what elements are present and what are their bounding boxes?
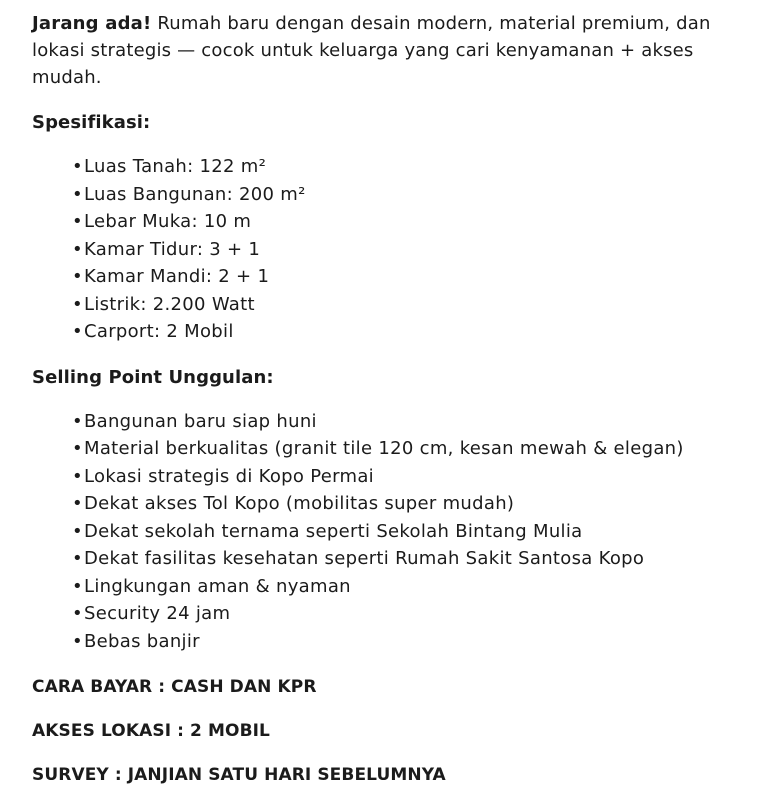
selling-point-list — [32, 408, 742, 656]
intro-text: Rumah baru dengan desain modern, material premium, dan lokasi strategis — cocok untuk keluarga yang cari kenyamanan + akses mudah. — [32, 13, 711, 88]
spec-item-carport: • Carport: 2 Mobil — [72, 318, 742, 346]
selling-point-heading: Selling Point Unggulan: — [32, 366, 274, 388]
selling-point-item: • Lingkungan aman & nyaman — [72, 573, 742, 601]
spesifikasi-heading: Spesifikasi: — [32, 112, 151, 133]
spec-item-kamar-tidur: • Kamar Tidur: 3 + 1 — [72, 236, 742, 264]
selling-point-item: • Lokasi strategis di Kopo Permai — [72, 463, 742, 491]
selling-point-item: • Dekat akses Tol Kopo (mobilitas super mudah) — [72, 490, 742, 518]
selling-point-item: • Dekat fasilitas kesehatan seperti Rumah Sakit Santosa Kopo — [72, 545, 742, 573]
selling-point-item: • Material berkualitas (granit tile 120 cm, kesan mewah & elegan) — [72, 435, 742, 463]
spec-item-luas-bangunan: • Luas Bangunan: 200 m² — [72, 181, 742, 209]
listing-description — [32, 10, 742, 787]
spec-item-luas-tanah: • Luas Tanah: 122 m² — [72, 153, 742, 181]
intro-paragraph — [32, 10, 742, 91]
spesifikasi-list — [32, 153, 742, 346]
selling-point-item: • Bebas banjir — [72, 628, 742, 656]
akses-lokasi-text: AKSES LOKASI : 2 MOBIL — [32, 721, 270, 741]
intro-lead: Jarang ada! — [32, 13, 152, 34]
spec-item-kamar-mandi: • Kamar Mandi: 2 + 1 — [72, 263, 742, 291]
spec-item-listrik: • Listrik: 2.200 Watt — [72, 291, 742, 319]
survey-text: SURVEY : JANJIAN SATU HARI SEBELUMNYA — [32, 765, 446, 785]
spec-item-lebar-muka: • Lebar Muka: 10 m — [72, 208, 742, 236]
selling-point-item: • Dekat sekolah ternama seperti Sekolah Bintang Mulia — [72, 518, 742, 546]
selling-point-item: • Bangunan baru siap huni — [72, 408, 742, 436]
selling-point-item: • Security 24 jam — [72, 600, 742, 628]
cara-bayar-text: CARA BAYAR : CASH DAN KPR — [32, 677, 317, 697]
